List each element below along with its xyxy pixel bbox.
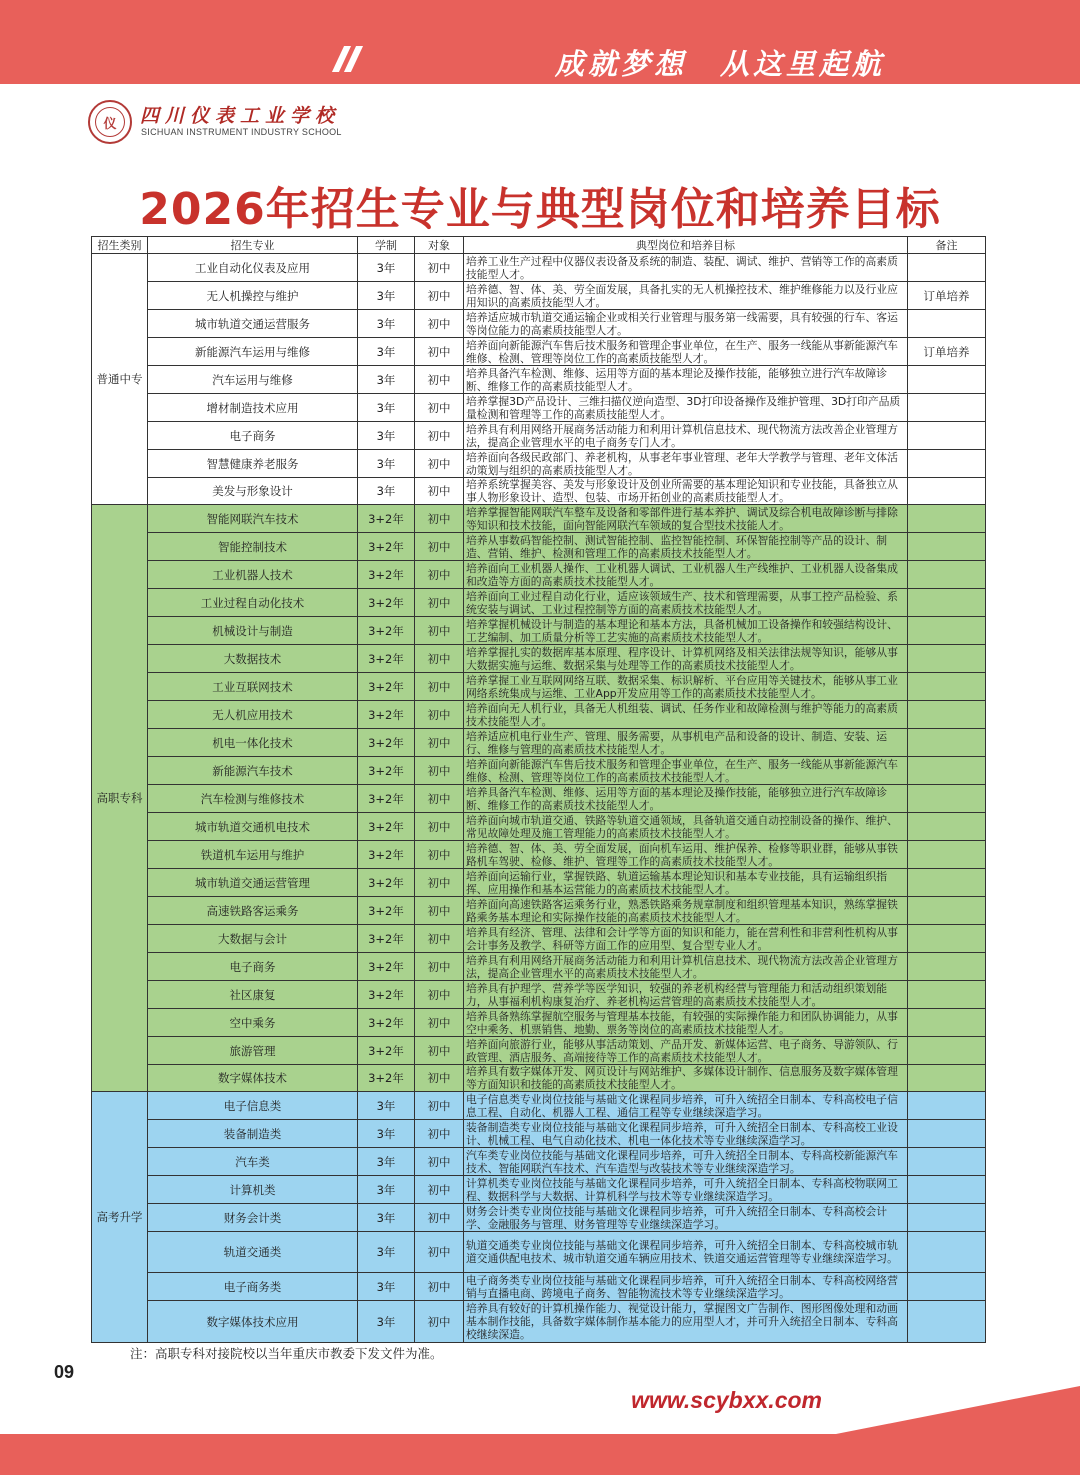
years-cell: 3+2年 (358, 589, 415, 617)
description-cell: 培养掌握工业互联网网络互联、数据采集、标识解析、平台应用等关键技术，能够从事工业网络系统集成与运维、工业App开发应用等工作的高素质技术技能型人才。 (464, 673, 908, 701)
target-cell: 初中 (415, 925, 464, 953)
major-cell: 汽车检测与维修技术 (148, 785, 358, 813)
major-cell: 机电一体化技术 (148, 729, 358, 757)
years-cell: 3+2年 (358, 841, 415, 869)
major-cell: 无人机操控与维护 (148, 282, 358, 310)
table-row (92, 1120, 986, 1148)
target-cell: 初中 (415, 1232, 464, 1273)
table-header-row (92, 237, 986, 254)
major-cell: 工业自动化仪表及应用 (148, 254, 358, 282)
description-cell: 培养从事数码智能控制、测试智能控制、监控智能控制、环保智能控制等产品的设计、制造、营销、维护、检测和管理工作的高素质技术技能型人才。 (464, 533, 908, 561)
table-row (92, 282, 986, 310)
description-cell: 汽车类专业岗位技能与基础文化课程同步培养，可升入统招全日制本、专科高校新能源汽车技术、智能网联汽车技术、汽车造型与改装技术等专业继续深造学习。 (464, 1148, 908, 1176)
major-cell: 财务会计类 (148, 1204, 358, 1232)
table-row (92, 925, 986, 953)
description-cell: 培养掌握智能网联汽车整车及设备和零部件进行基本养护、调试及综合机电故障诊断与排除等知识和技术技能，面向智能网联汽车领域的复合型技术技能人才。 (464, 505, 908, 533)
footer-decoration (836, 1386, 1080, 1434)
remark-cell (908, 645, 986, 673)
years-cell: 3+2年 (358, 953, 415, 981)
years-cell: 3+2年 (358, 729, 415, 757)
target-cell: 初中 (415, 617, 464, 645)
page-number: 09 (54, 1362, 75, 1382)
table-row (92, 505, 986, 533)
years-cell: 3+2年 (358, 869, 415, 897)
table-row (92, 1092, 986, 1120)
major-cell: 智能控制技术 (148, 533, 358, 561)
major-cell: 电子商务 (148, 422, 358, 450)
remark-cell: 订单培养 (908, 282, 986, 310)
table-row (92, 561, 986, 589)
years-cell: 3+2年 (358, 701, 415, 729)
target-cell: 初中 (415, 953, 464, 981)
target-cell: 初中 (415, 254, 464, 282)
major-cell: 新能源汽车技术 (148, 757, 358, 785)
table-row (92, 422, 986, 450)
target-cell: 初中 (415, 813, 464, 841)
target-cell: 初中 (415, 1176, 464, 1204)
major-cell: 空中乘务 (148, 1009, 358, 1037)
major-cell: 大数据技术 (148, 645, 358, 673)
table-row (92, 701, 986, 729)
target-cell: 初中 (415, 366, 464, 394)
description-cell: 培养面向各级民政部门、养老机构，从事老年事业管理、老年大学教学与管理、老年文体活动策划与组织的高素质技能型人才。 (464, 450, 908, 478)
major-cell: 轨道交通类 (148, 1232, 358, 1273)
remark-cell (908, 813, 986, 841)
years-cell: 3年 (358, 1148, 415, 1176)
target-cell: 初中 (415, 533, 464, 561)
description-cell: 财务会计类专业岗位技能与基础文化课程同步培养，可升入统招全日制本、专科高校会计学、金融服务与管理、财务管理等专业继续深造学习。 (464, 1204, 908, 1232)
page-title: 2026年招生专业与典型岗位和培养目标 (139, 184, 941, 235)
category-cell: 高考升学 (92, 1092, 148, 1343)
target-cell: 初中 (415, 1273, 464, 1301)
remark-cell (908, 1009, 986, 1037)
table-row (92, 310, 986, 338)
description-cell: 培养面向城市轨道交通、铁路等轨道交通领域，具备轨道交通自动控制设备的操作、维护、常见故障处理及施工管理能力的高素质技术技能型人才。 (464, 813, 908, 841)
years-cell: 3年 (358, 1232, 415, 1273)
years-cell: 3+2年 (358, 505, 415, 533)
school-name-en: SICHUAN INSTRUMENT INDUSTRY SCHOOL (141, 127, 342, 137)
remark-cell (908, 729, 986, 757)
table-row (92, 1176, 986, 1204)
major-cell: 无人机应用技术 (148, 701, 358, 729)
years-cell: 3+2年 (358, 1065, 415, 1092)
years-cell: 3年 (358, 310, 415, 338)
target-cell: 初中 (415, 869, 464, 897)
description-cell: 培养面向无人机行业，具备无人机组装、调试、任务作业和故障检测与维护等能力的高素质技术技能型人才。 (464, 701, 908, 729)
school-name-cn: 四川仪表工业学校 (140, 105, 341, 127)
years-cell: 3+2年 (358, 1037, 415, 1065)
remark-cell (908, 869, 986, 897)
description-cell: 培养具备汽车检测、维修、运用等方面的基本理论及操作技能，能够独立进行汽车故障诊断、维修工作的高素质技术技能型人才。 (464, 785, 908, 813)
major-cell: 工业过程自动化技术 (148, 589, 358, 617)
remark-cell (908, 925, 986, 953)
table-row (92, 729, 986, 757)
table-row (92, 1065, 986, 1092)
years-cell: 3年 (358, 282, 415, 310)
years-cell: 3年 (358, 394, 415, 422)
years-cell: 3+2年 (358, 925, 415, 953)
years-cell: 3年 (358, 254, 415, 282)
category-cell: 普通中专 (92, 254, 148, 505)
table-row (92, 394, 986, 422)
target-cell: 初中 (415, 1009, 464, 1037)
target-cell: 初中 (415, 310, 464, 338)
remark-cell (908, 981, 986, 1009)
years-cell: 3年 (358, 422, 415, 450)
major-cell: 智能网联汽车技术 (148, 505, 358, 533)
table-row (92, 1148, 986, 1176)
remark-cell (908, 589, 986, 617)
years-cell: 3年 (358, 1273, 415, 1301)
table-row (92, 533, 986, 561)
major-cell: 汽车运用与维修 (148, 366, 358, 394)
description-cell: 装备制造类专业岗位技能与基础文化课程同步培养，可升入统招全日制本、专科高校工业设计、机械工程、电气自动化技术、机电一体化技术等专业继续深造学习。 (464, 1120, 908, 1148)
description-cell: 培养面向工业机器人操作、工业机器人调试、工业机器人生产线维护、工业机器人设备集成和改造等方面的高素质技术技能型人才。 (464, 561, 908, 589)
years-cell: 3+2年 (358, 673, 415, 701)
major-cell: 城市轨道交通运营管理 (148, 869, 358, 897)
major-cell: 高速铁路客运乘务 (148, 897, 358, 925)
table-row (92, 589, 986, 617)
table-row (92, 338, 986, 366)
remark-cell (908, 1148, 986, 1176)
target-cell: 初中 (415, 841, 464, 869)
description-cell: 培养掌握3D产品设计、三维扫描仪逆向造型、3D打印设备操作及维护管理、3D打印产品质量检测和管理等工作的高素质技能型人才。 (464, 394, 908, 422)
target-cell: 初中 (415, 338, 464, 366)
major-cell: 计算机类 (148, 1176, 358, 1204)
remark-cell (908, 1273, 986, 1301)
description-cell: 培养具有护理学、营养学等医学知识，较强的养老机构经营与管理能力和活动组织策划能力，从事福利机构康复治疗、养老机构运营管理的高素质技术技能型人才。 (464, 981, 908, 1009)
years-cell: 3年 (358, 478, 415, 505)
remark-cell (908, 1204, 986, 1232)
target-cell: 初中 (415, 645, 464, 673)
major-cell: 旅游管理 (148, 1037, 358, 1065)
table-row (92, 785, 986, 813)
target-cell: 初中 (415, 981, 464, 1009)
remark-cell (908, 561, 986, 589)
target-cell: 初中 (415, 1092, 464, 1120)
description-cell: 电子商务类专业岗位技能与基础文化课程同步培养，可升入统招全日制本、专科高校网络营销与直播电商、跨境电子商务、智能物流技术等专业继续深造学习。 (464, 1273, 908, 1301)
major-cell: 工业互联网技术 (148, 673, 358, 701)
description-cell: 培养具备熟练掌握航空服务与管理基本技能，有较强的实际操作能力和团队协调能力，从事空中乘务、机票销售、地勤、票务等岗位的高素质技术技能型人才。 (464, 1009, 908, 1037)
description-cell: 培养具备汽车检测、维修、运用等方面的基本理论及操作技能，能够独立进行汽车故障诊断、维修工作的高素质技能型人才。 (464, 366, 908, 394)
table-row (92, 1204, 986, 1232)
table-row (92, 869, 986, 897)
remark-cell (908, 701, 986, 729)
remark-cell (908, 673, 986, 701)
target-cell: 初中 (415, 1037, 464, 1065)
remark-cell (908, 1301, 986, 1343)
remark-cell (908, 1176, 986, 1204)
major-cell: 智慧健康养老服务 (148, 450, 358, 478)
remark-cell (908, 505, 986, 533)
target-cell: 初中 (415, 478, 464, 505)
description-cell: 培养具有数字媒体开发、网页设计与网站维护、多媒体设计制作、信息服务及数字媒体管理等方面知识和技能的高素质技术技能型人才。 (464, 1065, 908, 1092)
table-row (92, 645, 986, 673)
target-cell: 初中 (415, 729, 464, 757)
years-cell: 3+2年 (358, 1009, 415, 1037)
remark-cell (908, 1120, 986, 1148)
major-cell: 新能源汽车运用与维修 (148, 338, 358, 366)
description-cell: 培养面向工业过程自动化行业，适应该领域生产、技术和管理需要，从事工控产品检验、系统安装与调试、工业过程控制等方面的高素质技术技能型人才。 (464, 589, 908, 617)
target-cell: 初中 (415, 757, 464, 785)
years-cell: 3年 (358, 1120, 415, 1148)
remark-cell: 订单培养 (908, 338, 986, 366)
target-cell: 初中 (415, 673, 464, 701)
years-cell: 3+2年 (358, 645, 415, 673)
remark-cell (908, 450, 986, 478)
major-cell: 数字媒体技术 (148, 1065, 358, 1092)
remark-cell (908, 1092, 986, 1120)
years-cell: 3年 (358, 338, 415, 366)
footnote: 注：高职专科对接院校以当年重庆市教委下发文件为准。 (130, 1346, 443, 1361)
table-row (92, 366, 986, 394)
description-cell: 轨道交通类专业岗位技能与基础文化课程同步培养，可升入统招全日制本、专科高校城市轨道交通供配电技术、城市轨道交通车辆应用技术、铁道交通运营管理等专业继续深造学习。 (464, 1232, 908, 1273)
target-cell: 初中 (415, 450, 464, 478)
years-cell: 3+2年 (358, 813, 415, 841)
target-cell: 初中 (415, 1065, 464, 1092)
major-cell: 工业机器人技术 (148, 561, 358, 589)
header-description: 典型岗位和培养目标 (464, 237, 908, 254)
description-cell: 培养面向新能源汽车售后技术服务和管理企事业单位，在生产、服务一线能从事新能源汽车维修、检测、管理等岗位工作的高素质技术技能型人才。 (464, 757, 908, 785)
remark-cell (908, 785, 986, 813)
description-cell: 培养工业生产过程中仪器仪表设备及系统的制造、装配、调试、维护、营销等工作的高素质技能型人才。 (464, 254, 908, 282)
major-cell: 电子商务 (148, 953, 358, 981)
header-remark: 备注 (908, 237, 986, 254)
remark-cell (908, 1037, 986, 1065)
major-cell: 大数据与会计 (148, 925, 358, 953)
major-cell: 铁道机车运用与维护 (148, 841, 358, 869)
table-row (92, 254, 986, 282)
remark-cell (908, 841, 986, 869)
major-cell: 数字媒体技术应用 (148, 1301, 358, 1343)
major-cell: 电子信息类 (148, 1092, 358, 1120)
table-row (92, 1037, 986, 1065)
major-cell: 机械设计与制造 (148, 617, 358, 645)
description-cell: 培养适应城市轨道交通运输企业或相关行业管理与服务第一线需要，具有较强的行车、客运等岗位能力的高素质技能型人才。 (464, 310, 908, 338)
table-row (92, 1301, 986, 1343)
remark-cell (908, 366, 986, 394)
remark-cell (908, 1232, 986, 1273)
description-cell: 培养面向运输行业，掌握铁路、轨道运输基本理论知识和基本专业技能，具有运输组织指挥、应用操作和基本运营能力的高素质技术技能型人才。 (464, 869, 908, 897)
table-row (92, 617, 986, 645)
years-cell: 3+2年 (358, 757, 415, 785)
years-cell: 3年 (358, 450, 415, 478)
header-target: 对象 (415, 237, 464, 254)
table-row (92, 673, 986, 701)
description-cell: 培养德、智、体、美、劳全面发展，具备扎实的无人机操控技术、维护维修能力以及行业应用知识的高素质技能型人才。 (464, 282, 908, 310)
table-row (92, 897, 986, 925)
table-row (92, 813, 986, 841)
remark-cell (908, 953, 986, 981)
description-cell: 培养系统掌握美容、美发与形象设计及创业所需要的基本理论知识和专业技能，具备独立从事人物形象设计、造型、包装、市场开拓创业的高素质技能型人才。 (464, 478, 908, 505)
years-cell: 3+2年 (358, 561, 415, 589)
description-cell: 培养掌握机械设计与制造的基本理论和基本方法，具备机械加工设备操作和较强结构设计、工艺编制、加工质量分析等工艺实施的高素质技术技能型人才。 (464, 617, 908, 645)
table-row (92, 1232, 986, 1273)
description-cell: 培养具有经济、管理、法律和会计学等方面的知识和能力，能在营利性和非营利性机构从事会计事务及教学、科研等方面工作的应用型、复合型专业人才。 (464, 925, 908, 953)
description-cell: 培养具有利用网络开展商务活动能力和利用计算机信息技术、现代物流方法改善企业管理方法，提高企业管理水平的高素质技术技能型人才。 (464, 953, 908, 981)
table-row (92, 981, 986, 1009)
target-cell: 初中 (415, 422, 464, 450)
remark-cell (908, 394, 986, 422)
table-row (92, 1273, 986, 1301)
description-cell: 培养适应机电行业生产、管理、服务需要，从事机电产品和设备的设计、制造、安装、运行、维修与管理的高素质技术技能型人才。 (464, 729, 908, 757)
slogan: 成就梦想 从这里起航 (554, 47, 885, 81)
years-cell: 3年 (358, 1204, 415, 1232)
major-cell: 美发与形象设计 (148, 478, 358, 505)
target-cell: 初中 (415, 282, 464, 310)
description-cell: 培养德、智、体、美、劳全面发展，面向机车运用、维护保养、检修等职业群，能够从事铁路机车驾驶、检修、维护、管理等工作的高素质技术技能型人才。 (464, 841, 908, 869)
header-major: 招生专业 (148, 237, 358, 254)
target-cell: 初中 (415, 1301, 464, 1343)
years-cell: 3年 (358, 1092, 415, 1120)
years-cell: 3年 (358, 1301, 415, 1343)
years-cell: 3年 (358, 1176, 415, 1204)
major-cell: 装备制造类 (148, 1120, 358, 1148)
website-link[interactable]: www.scybxx.com (631, 1387, 822, 1413)
description-cell: 培养面向旅游行业，能够从事活动策划、产品开发、新媒体运营、电子商务、导游领队、行政管理、酒店服务、高端接待等工作的高素质技术技能型人才。 (464, 1037, 908, 1065)
table-row (92, 1009, 986, 1037)
slogan-slash-icon (334, 46, 366, 72)
major-cell: 城市轨道交通机电技术 (148, 813, 358, 841)
top-banner (0, 0, 1080, 84)
description-cell: 电子信息类专业岗位技能与基础文化课程同步培养，可升入统招全日制本、专科高校电子信息工程、自动化、机器人工程、通信工程等专业继续深造学习。 (464, 1092, 908, 1120)
major-cell: 电子商务类 (148, 1273, 358, 1301)
years-cell: 3+2年 (358, 897, 415, 925)
table-row (92, 757, 986, 785)
target-cell: 初中 (415, 589, 464, 617)
remark-cell (908, 254, 986, 282)
remark-cell (908, 617, 986, 645)
target-cell: 初中 (415, 561, 464, 589)
table-row (92, 953, 986, 981)
major-cell: 汽车类 (148, 1148, 358, 1176)
header-years: 学制 (358, 237, 415, 254)
remark-cell (908, 533, 986, 561)
target-cell: 初中 (415, 1204, 464, 1232)
table-row (92, 841, 986, 869)
target-cell: 初中 (415, 1120, 464, 1148)
major-cell: 社区康复 (148, 981, 358, 1009)
description-cell: 培养面向高速铁路客运乘务行业，熟悉铁路乘务规章制度和组织管理基本知识，熟练掌握铁路乘务基本理论和实际操作技能的高素质技术技能型人才。 (464, 897, 908, 925)
header-category: 招生类别 (92, 237, 148, 254)
remark-cell (908, 1065, 986, 1092)
description-cell: 培养具有较好的计算机操作能力、视觉设计能力，掌握图文广告制作、图形图像处理和动画基本制作技能，具备数字媒体制作基本能力的应用型人才，并可升入统招全日制本、专科高校继续深造。 (464, 1301, 908, 1343)
table-row (92, 478, 986, 505)
years-cell: 3+2年 (358, 617, 415, 645)
description-cell: 培养掌握扎实的数据库基本原理、程序设计、计算机网络及相关法律法规等知识，能够从事大数据实施与运维、数据采集与处理等工作的高素质技术技能型人才。 (464, 645, 908, 673)
description-cell: 培养面向新能源汽车售后技术服务和管理企事业单位，在生产、服务一线能从事新能源汽车维修、检测、管理等岗位工作的高素质技能型人才。 (464, 338, 908, 366)
years-cell: 3+2年 (358, 785, 415, 813)
remark-cell (908, 897, 986, 925)
remark-cell (908, 478, 986, 505)
description-cell: 计算机类专业岗位技能与基础文化课程同步培养，可升入统招全日制本、专科高校物联网工程、数据科学与大数据、计算机科学与技术等专业继续深造学习。 (464, 1176, 908, 1204)
years-cell: 3+2年 (358, 533, 415, 561)
description-cell: 培养具有利用网络开展商务活动能力和利用计算机信息技术、现代物流方法改善企业管理方法，提高企业管理水平的电子商务专门人才。 (464, 422, 908, 450)
target-cell: 初中 (415, 701, 464, 729)
target-cell: 初中 (415, 785, 464, 813)
bottom-banner (0, 1434, 1080, 1475)
target-cell: 初中 (415, 394, 464, 422)
major-cell: 城市轨道交通运营服务 (148, 310, 358, 338)
target-cell: 初中 (415, 505, 464, 533)
table-row (92, 450, 986, 478)
years-cell: 3年 (358, 366, 415, 394)
remark-cell (908, 310, 986, 338)
remark-cell (908, 757, 986, 785)
years-cell: 3+2年 (358, 981, 415, 1009)
category-cell: 高职专科 (92, 505, 148, 1092)
target-cell: 初中 (415, 1148, 464, 1176)
enrollment-table (91, 236, 986, 1343)
remark-cell (908, 422, 986, 450)
target-cell: 初中 (415, 897, 464, 925)
major-cell: 增材制造技术应用 (148, 394, 358, 422)
school-logo-icon: 仪 (88, 100, 132, 144)
